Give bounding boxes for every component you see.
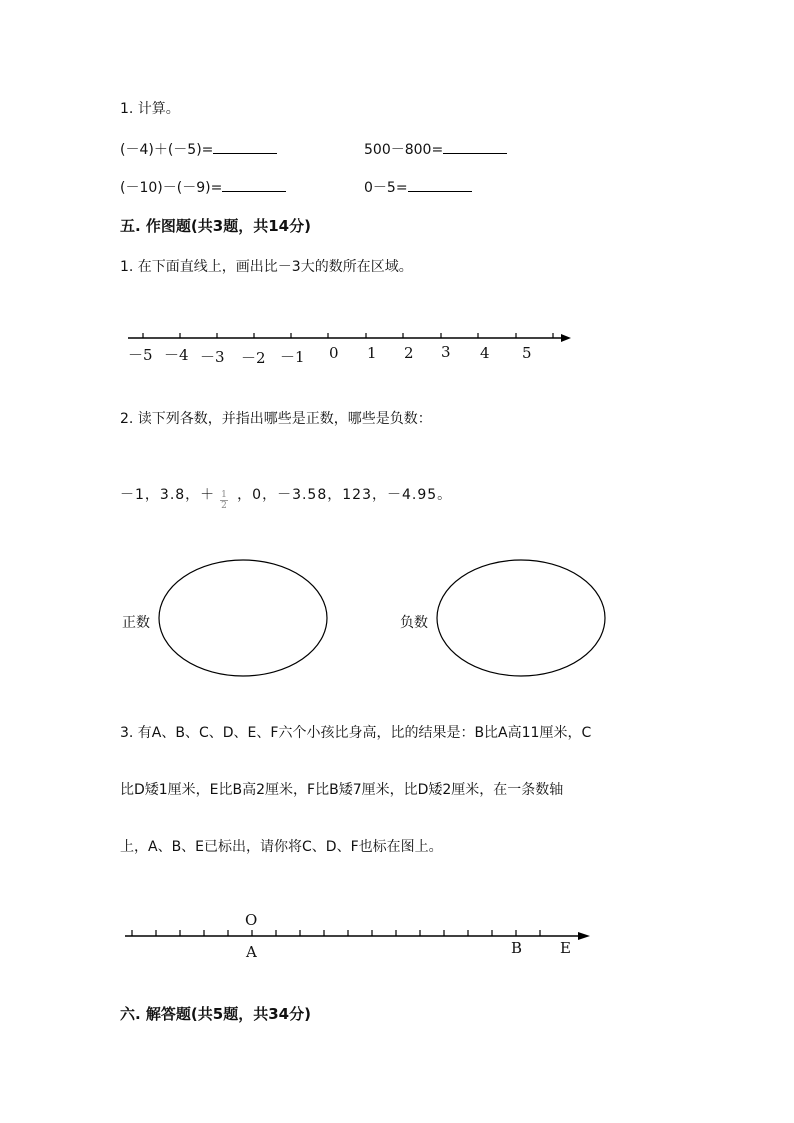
- number-list-part: ，0，－3.58，123，－4.95。: [237, 487, 453, 503]
- number-line-label: －2: [241, 349, 266, 367]
- number-line-label: －1: [280, 348, 305, 366]
- origin-label: O: [245, 911, 258, 929]
- number-line-label: 0: [329, 344, 339, 362]
- number-line-label: －5: [128, 346, 153, 364]
- negative-label: 负数: [400, 615, 428, 631]
- calc-expression: (－10)－(－9)=: [120, 180, 223, 196]
- section-heading: 五. 作图题(共3题，共14分): [120, 217, 311, 235]
- question-text-line: 比D矮1厘米，E比B高2厘米，F比B矮7厘米，比D矮2厘米，在一条数轴: [120, 782, 564, 798]
- number-line-label: 5: [522, 344, 532, 362]
- number-line-1[interactable]: [128, 333, 571, 342]
- calc-expression: (－4)＋(－5)=: [120, 142, 214, 158]
- number-line-label: 1: [367, 344, 377, 362]
- arrow-head: [578, 932, 590, 940]
- positive-numbers-ellipse[interactable]: [159, 560, 327, 676]
- positive-label: 正数: [122, 615, 150, 631]
- point-label-e: E: [560, 939, 571, 957]
- question-text-line: 3. 有A、B、C、D、E、F六个小孩比身高，比的结果是：B比A高11厘米，C: [120, 725, 592, 741]
- number-list-part: －1，3.8，＋: [120, 487, 216, 503]
- calc-expression: 0－5=: [364, 180, 408, 196]
- number-line-label: 2: [404, 344, 414, 362]
- tick-marks: [132, 930, 540, 936]
- number-line-label: 3: [441, 343, 451, 361]
- fraction-denominator: 2: [221, 501, 227, 511]
- negative-numbers-ellipse[interactable]: [437, 560, 605, 676]
- calc-question-title: 1. 计算。: [120, 101, 180, 117]
- question-text: 1. 在下面直线上，画出比－3大的数所在区域。: [120, 259, 413, 275]
- section-heading: 六. 解答题(共5题，共34分): [120, 1005, 311, 1023]
- calc-expression: 500－800=: [364, 142, 444, 158]
- number-line-label: －4: [164, 346, 189, 364]
- number-line-label: 4: [480, 344, 490, 362]
- fraction-numerator: 1: [221, 490, 227, 500]
- question-text-line: 上，A、B、E已标出，请你将C、D、F也标在图上。: [120, 839, 443, 855]
- number-line-label: －3: [200, 348, 225, 366]
- question-text: 2. 读下列各数，并指出哪些是正数，哪些是负数：: [120, 411, 432, 427]
- point-label-b: B: [511, 939, 523, 957]
- point-label-a: A: [246, 943, 257, 961]
- arrow-head: [561, 334, 571, 342]
- number-list: [120, 484, 452, 504]
